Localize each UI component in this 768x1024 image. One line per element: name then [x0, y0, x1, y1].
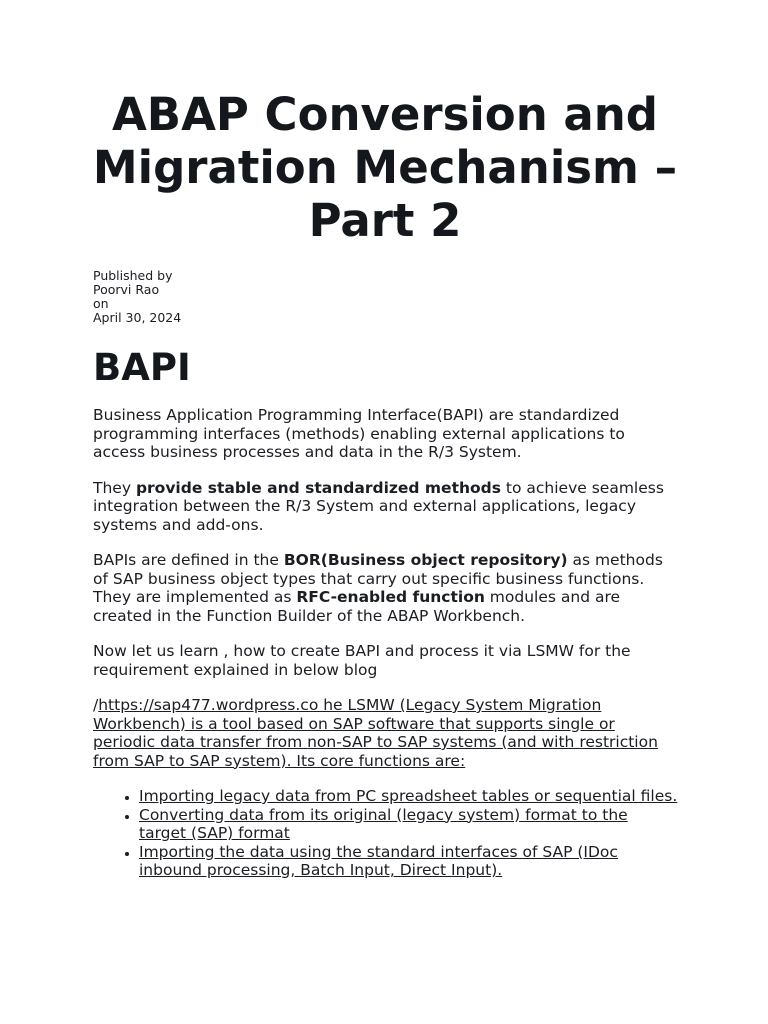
- list-item-link[interactable]: Importing the data using the standard interfaces of SAP (IDoc inbound processing, Batch Input, Direct Input).: [139, 842, 618, 879]
- paragraph-bor: [93, 551, 678, 625]
- list-item-link[interactable]: Importing legacy data from PC spreadsheet tables or sequential files.: [139, 787, 678, 805]
- lsmw-functions-list: [93, 787, 678, 880]
- list-item: [139, 806, 678, 843]
- paragraph-intro-lsmw: Now let us learn , how to create BAPI and process it via LSMW for the requirement explained in below blog: [93, 642, 631, 679]
- text-segment: modules and are created in the Function Builder of the ABAP Workbench.: [93, 588, 621, 625]
- article-meta: [93, 269, 678, 325]
- paragraph-bapi-definition: Business Application Programming Interface(BAPI) are standardized programming interfaces (methods) enabling external applications to access business processes and data in the R/3 System.: [93, 406, 625, 461]
- article: [93, 88, 678, 880]
- page-title: ABAP Conversion and Migration Mechanism – Part 2: [92, 88, 678, 247]
- paragraph-stable-methods: [93, 479, 678, 535]
- list-item: [139, 843, 678, 880]
- text-segment: as methods of SAP business object types that carry out specific business functions. They are implemented as: [93, 551, 663, 606]
- section-heading-bapi: BAPI: [93, 346, 191, 389]
- list-item-link[interactable]: Converting data from its original (legacy system) format to the target (SAP) format: [139, 805, 628, 842]
- bold-text: provide stable and standardized methods: [135, 478, 501, 497]
- list-item: [139, 787, 678, 806]
- published-by-label: Published by: [93, 268, 173, 283]
- author-name: Poorvi Rao: [93, 282, 160, 297]
- blog-link[interactable]: https://sap477.wordpress.co he LSMW (Legacy System Migration Workbench) is a tool based on SAP software that supports single or periodic data transfer from non-SAP to SAP systems (and with restriction from SAP to SAP system). Its core functions are:: [93, 696, 658, 770]
- publish-date: April 30, 2024: [93, 310, 182, 325]
- on-label: on: [93, 296, 109, 311]
- bold-text: BOR(Business object repository): [283, 551, 568, 569]
- text-segment: BAPIs are defined in the: [93, 551, 284, 569]
- text-segment: to achieve seamless integration between the R/3 System and external applications, legacy systems and add-ons.: [93, 478, 664, 534]
- bold-text: RFC-enabled function: [296, 588, 485, 606]
- link-prefix: /: [93, 696, 99, 714]
- text-segment: They: [93, 478, 136, 497]
- paragraph-blog-link: [93, 696, 678, 770]
